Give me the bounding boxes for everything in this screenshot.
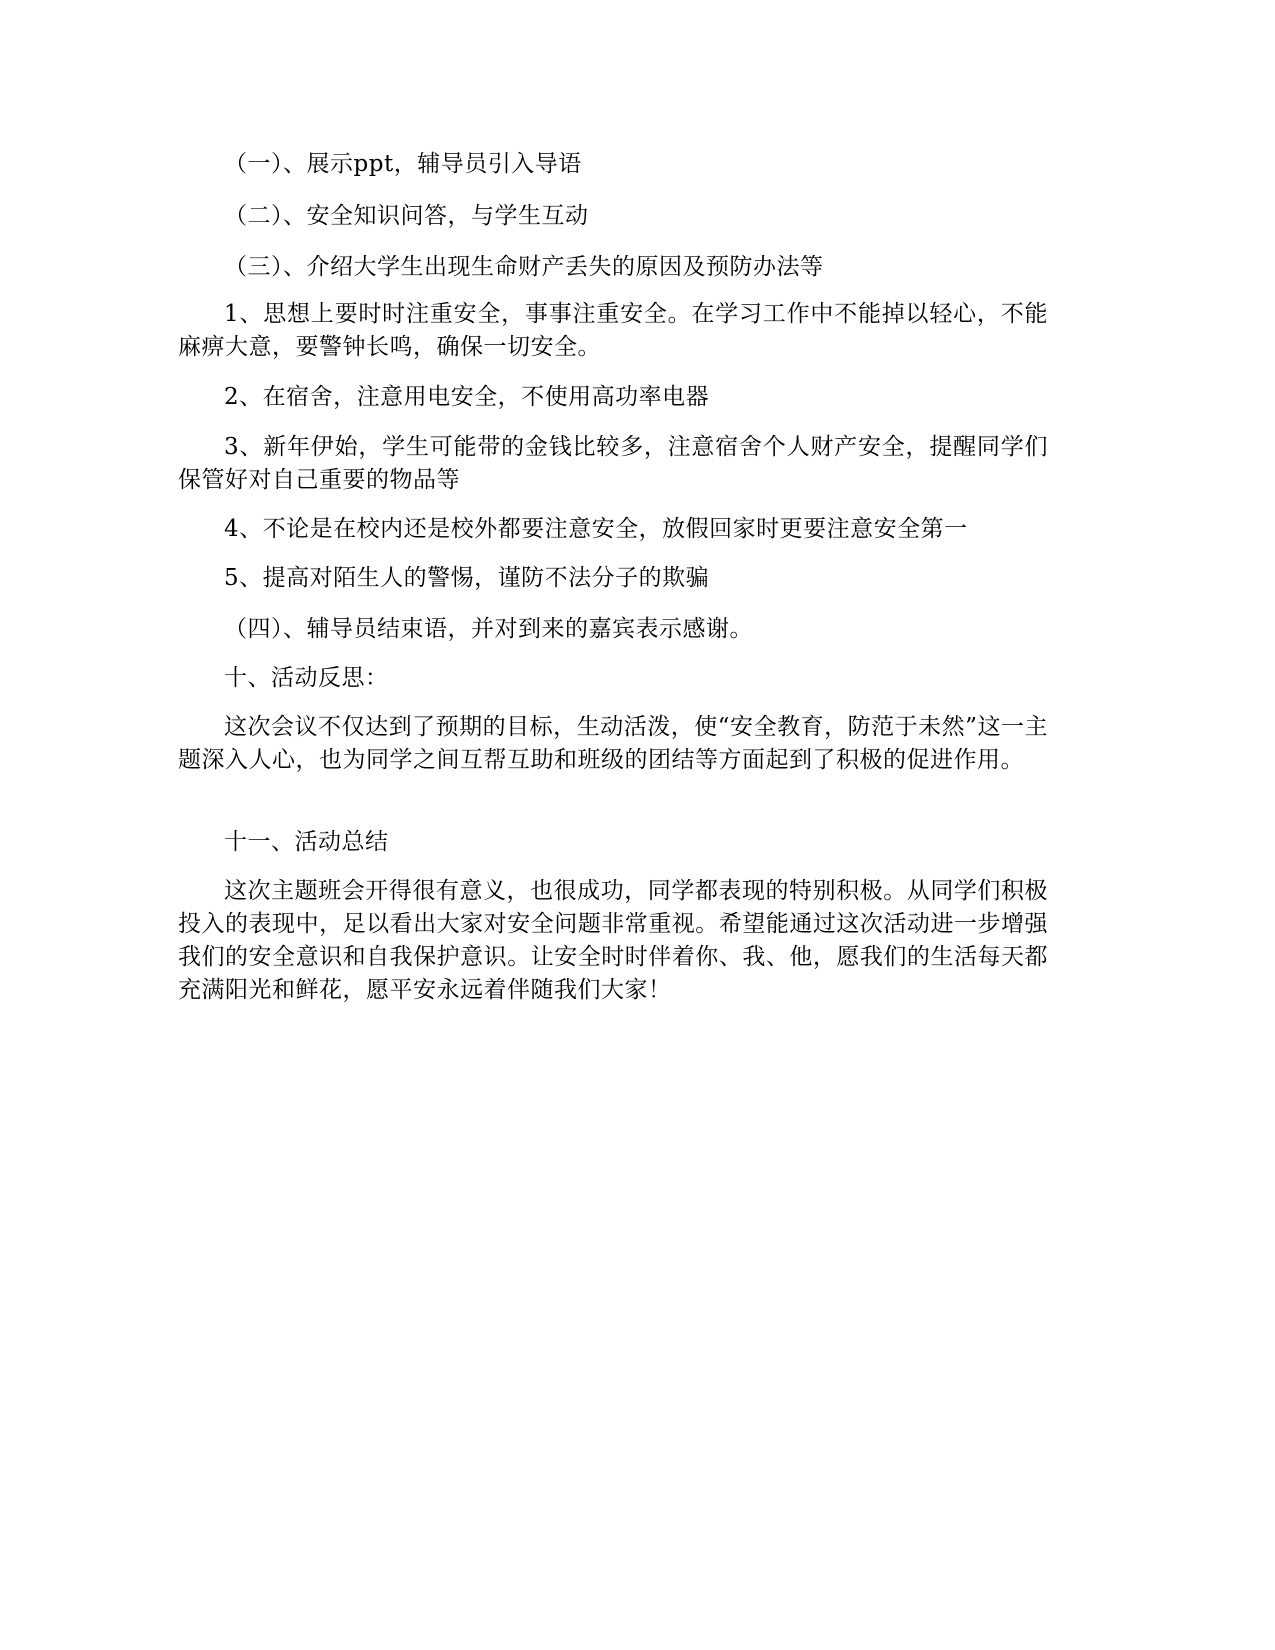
section-item-3: （三）、介绍大学生出现生命财产丢失的原因及预防办法等	[224, 254, 824, 280]
heading-summary: 十一、活动总结	[224, 829, 389, 855]
list-item-4: 4、不论是在校内还是校外都要注意安全，放假回家时更要注意安全第一	[224, 516, 968, 542]
list-item-5: 5、提高对陌生人的警惕，谨防不法分子的欺骗	[224, 565, 710, 591]
section-item-2: （二）、安全知识问答，与学生互动	[224, 203, 589, 229]
list-item-3: 3、新年伊始，学生可能带的金钱比较多，注意宿舍个人财产安全，提醒同学们保管好对自己重要的物品等	[178, 434, 1048, 493]
heading-reflection: 十、活动反思：	[224, 665, 389, 691]
section-item-4: （四）、辅导员结束语，并对到来的嘉宾表示感谢。	[224, 616, 753, 642]
section-item-1: （一）、展示ppt，辅导员引入导语	[224, 151, 582, 177]
summary-paragraph: 这次主题班会开得很有意义，也很成功，同学都表现的特别积极。从同学们积极投入的表现中，足以看出大家对安全问题非常重视。希望能通过这次活动进一步增强我们的安全意识和自我保护意识。让安全时时伴着你、我、他，愿我们的生活每天都充满阳光和鲜花，愿平安永远着伴随我们大家！	[178, 878, 1048, 1003]
list-item-2: 2、在宿舍，注意用电安全，不使用高功率电器	[224, 384, 710, 410]
reflection-paragraph: 这次会议不仅达到了预期的目标，生动活泼，使“安全教育，防范于未然”这一主题深入人心，也为同学之间互帮互助和班级的团结等方面起到了积极的促进作用。	[178, 714, 1048, 773]
list-item-1: 1、思想上要时时注重安全，事事注重安全。在学习工作中不能掉以轻心，不能麻痹大意，要警钟长鸣，确保一切安全。	[178, 301, 1048, 360]
